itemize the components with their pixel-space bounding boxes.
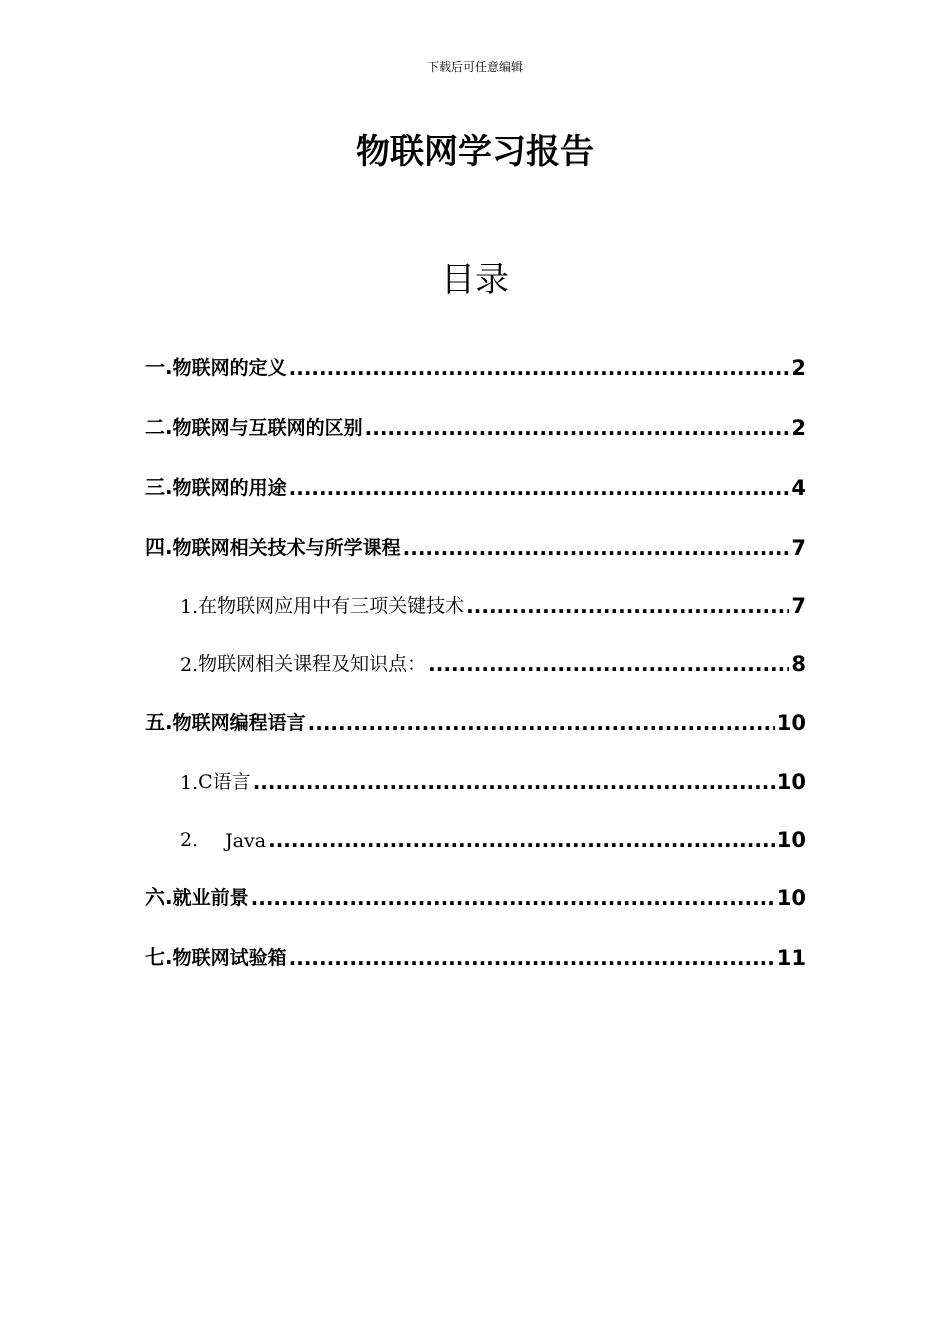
toc-entry-number: 1.: [180, 772, 199, 794]
toc-entry-label: 物联网的用途: [172, 477, 287, 499]
toc-entry-difference[interactable]: [145, 410, 806, 440]
toc-leader-dots: [365, 416, 790, 440]
toc-entry-programming-languages[interactable]: [145, 705, 806, 735]
toc-entry-experiment-box[interactable]: [145, 940, 806, 970]
toc-entry-page: 11: [776, 946, 806, 970]
toc-entry-number: 2．: [180, 829, 212, 851]
toc-entry-label: Java: [225, 830, 267, 852]
toc-entry-number: 六.: [145, 885, 173, 909]
toc-subentry-courses[interactable]: [180, 646, 806, 676]
toc-leader-dots: [466, 594, 789, 618]
toc-entry-label: 在物联网应用中有三项关键技术: [198, 595, 465, 617]
toc-entry-page: 10: [776, 886, 806, 910]
toc-entry-number: 一.: [145, 355, 173, 379]
toc-entry-label: C语言: [198, 771, 251, 793]
toc-entry-label: 就业前景: [172, 887, 249, 909]
toc-heading: 目录: [441, 260, 509, 300]
toc-leader-dots: [428, 652, 789, 676]
toc-entry-number: 七.: [145, 945, 173, 969]
toc-entry-page: 7: [791, 594, 806, 618]
document-title: 物联网学习报告: [356, 132, 594, 172]
toc-subentry-java[interactable]: [180, 822, 806, 852]
toc-entry-page: 4: [791, 476, 806, 500]
toc-subentry-c-language[interactable]: [180, 764, 806, 794]
toc-entry-number: 二.: [145, 415, 173, 439]
toc-leader-dots: [251, 886, 775, 910]
toc-entry-number: 1.: [180, 596, 199, 618]
toc-entry-label: 物联网相关课程及知识点：: [198, 653, 427, 675]
toc-entry-label: 物联网与互联网的区别: [172, 417, 363, 439]
toc-entry-number: 四.: [145, 535, 173, 559]
toc-entry-page: 10: [776, 828, 806, 852]
toc-entry-label: 物联网的定义: [172, 357, 287, 379]
toc-entry-number: 五.: [145, 710, 173, 734]
toc-leader-dots: [308, 711, 775, 735]
toc-subentry-key-technologies[interactable]: [180, 588, 806, 618]
header-note: 下载后可任意编辑: [426, 60, 523, 74]
toc-entry-definition[interactable]: [145, 350, 806, 380]
toc-entry-number: 三.: [145, 475, 173, 499]
toc-entry-label: 物联网试验箱: [172, 947, 287, 969]
toc-entry-career-prospects[interactable]: [145, 880, 806, 910]
toc-leader-dots: [253, 770, 775, 794]
toc-entry-page: 2: [791, 356, 806, 380]
toc-entry-label: 物联网相关技术与所学课程: [172, 537, 401, 559]
toc-leader-dots: [289, 476, 790, 500]
toc-leader-dots: [289, 356, 790, 380]
toc-entry-label: 物联网编程语言: [172, 712, 306, 734]
toc-entry-page: 7: [791, 536, 806, 560]
toc-entry-uses[interactable]: [145, 470, 806, 500]
toc-leader-dots: [289, 946, 775, 970]
toc-entry-number: 2.: [180, 654, 199, 676]
toc-leader-dots: [268, 828, 775, 852]
toc-entry-page: 8: [791, 652, 806, 676]
toc-entry-page: 10: [776, 770, 806, 794]
toc-entry-page: 2: [791, 416, 806, 440]
toc-entry-page: 10: [776, 711, 806, 735]
toc-leader-dots: [403, 536, 790, 560]
toc-entry-technology[interactable]: [145, 530, 806, 560]
